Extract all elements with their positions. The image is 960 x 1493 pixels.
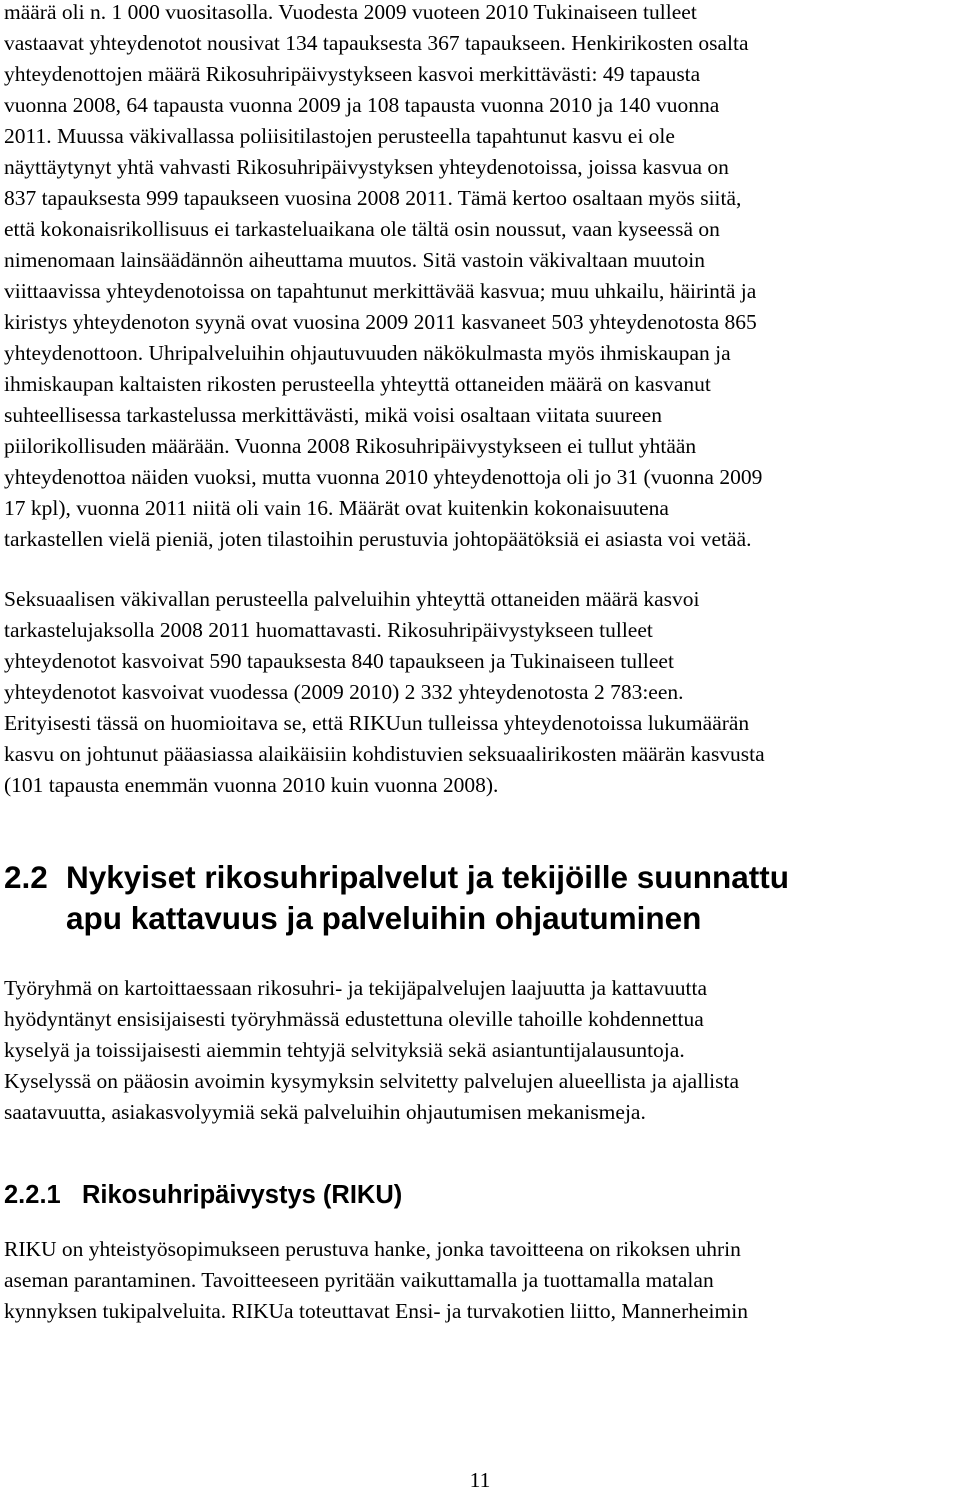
text-line: ihmiskaupan kaltaisten rikosten perusteella yhteyttä ottaneiden määrä on kasvanut	[4, 372, 711, 396]
text-line: kyselyä ja toissijaisesti aiemmin tehtyjä selvityksiä sekä asiantuntijalausuntoja.	[4, 1038, 685, 1062]
section-title-line-2: apu kattavuus ja palveluihin ohjautuminen	[66, 900, 702, 936]
document-page	[4, 0, 956, 1327]
text-line: 837 tapauksesta 999 tapaukseen vuosina 2008 2011. Tämä kertoo osaltaan myös siitä,	[4, 186, 742, 210]
text-line: määrä oli n. 1 000 vuositasolla. Vuodesta 2009 vuoteen 2010 Tukinaiseen tulleet	[4, 0, 697, 24]
paragraph-riku-description	[4, 1234, 956, 1327]
subsection-title: Rikosuhripäivystys (RIKU)	[82, 1181, 403, 1209]
text-line: viittaavissa yhteydenotoissa on tapahtunut merkittävää kasvua; muu uhkailu, häirintä ja	[4, 279, 757, 303]
text-line: yhteydenotot kasvoivat vuodessa (2009 2010) 2 332 yhteydenotosta 2 783:een.	[4, 680, 684, 704]
text-line: nimenomaan lainsäädännön aiheuttama muutos. Sitä vastoin väkivaltaan muutoin	[4, 248, 705, 272]
text-line: yhteydenotot kasvoivat 590 tapauksesta 840 tapaukseen ja Tukinaiseen tulleet	[4, 649, 674, 673]
text-line: kynnyksen tukipalveluita. RIKUa toteuttavat Ensi- ja turvakotien liitto, Mannerheimin	[4, 1299, 748, 1323]
section-title-line-1: Nykyiset rikosuhripalvelut ja tekijöille suunnattu	[66, 859, 789, 895]
text-line: hyödyntänyt ensisijaisesti työryhmässä edustettuna oleville tahoille kohdennettua	[4, 1007, 704, 1031]
subsection-heading-2-2-1	[4, 1178, 956, 1212]
text-line: että kokonaisrikollisuus ei tarkasteluaikana ole tältä osin noussut, vaan kyseessä on	[4, 217, 720, 241]
text-line: RIKU on yhteistyösopimukseen perustuva hanke, jonka tavoitteena on rikoksen uhrin	[4, 1237, 741, 1261]
text-line: (101 tapausta enemmän vuonna 2010 kuin vuonna 2008).	[4, 773, 499, 797]
text-line: kasvu on johtunut pääasiassa alaikäisiin kohdistuvien seksuaalirikosten määrän kasvusta	[4, 742, 765, 766]
paragraph-sexual-violence	[4, 584, 956, 801]
text-line: 2011. Muussa väkivallassa poliisitilastojen perusteella tapahtunut kasvu ei ole	[4, 124, 675, 148]
subsection-number: 2.2.1	[4, 1181, 61, 1209]
text-line: tarkastelujaksolla 2008 2011 huomattavasti. Rikosuhripäivystykseen tulleet	[4, 618, 653, 642]
text-line: yhteydenottojen määrä Rikosuhripäivystykseen kasvoi merkittävästi: 49 tapausta	[4, 62, 701, 86]
text-line: saatavuutta, asiakasvolyymiä sekä palveluihin ohjautumisen mekanismeja.	[4, 1100, 646, 1124]
text-line: vastaavat yhteydenotot nousivat 134 tapauksesta 367 tapaukseen. Henkirikosten osalta	[4, 31, 749, 55]
text-line: yhteydenottoon. Uhripalveluihin ohjautuvuuden näkökulmasta myös ihmiskaupan ja	[4, 341, 731, 365]
text-line: yhteydenottoa näiden vuoksi, mutta vuonna 2010 yhteydenottoja oli jo 31 (vuonna 2009	[4, 465, 763, 489]
text-line: 17 kpl), vuonna 2011 niitä oli vain 16. Määrät ovat kuitenkin kokonaisuutena	[4, 496, 669, 520]
text-line: Kyselyssä on pääosin avoimin kysymyksin selvitetty palvelujen alueellista ja ajallista	[4, 1069, 740, 1093]
text-line: kiristys yhteydenoton syynä ovat vuosina 2009 2011 kasvaneet 503 yhteydenotosta 865	[4, 310, 757, 334]
text-line: Työryhmä on kartoittaessaan rikosuhri- ja tekijäpalvelujen laajuutta ja kattavuutta	[4, 976, 707, 1000]
paragraph-working-group-survey	[4, 973, 956, 1128]
text-line: näyttäytynyt yhtä vahvasti Rikosuhripäivystyksen yhteydenotoissa, joissa kasvua on	[4, 155, 729, 179]
text-line: suhteellisessa tarkastelussa merkittävästi, mikä voisi osaltaan viitata suureen	[4, 403, 662, 427]
paragraph-crime-victim-statistics	[4, 0, 956, 555]
section-heading-2-2	[4, 857, 956, 939]
text-line: piilorikollisuden määrään. Vuonna 2008 Rikosuhripäivystykseen ei tullut yhtään	[4, 434, 697, 458]
text-line: Erityisesti tässä on huomioitava se, että RIKUun tulleissa yhteydenotoissa lukumäärän	[4, 711, 750, 735]
text-line: Seksuaalisen väkivallan perusteella palveluihin yhteyttä ottaneiden määrä kasvoi	[4, 587, 700, 611]
text-line: vuonna 2008, 64 tapausta vuonna 2009 ja 108 tapausta vuonna 2010 ja 140 vuonna	[4, 93, 720, 117]
text-line: tarkastellen vielä pieniä, joten tilastoihin perustuvia johtopäätöksiä ei asiasta voi vetää.	[4, 527, 752, 551]
text-line: aseman parantaminen. Tavoitteeseen pyritään vaikuttamalla ja tuottamalla matalan	[4, 1268, 714, 1292]
page-number: 11	[469, 1468, 491, 1492]
section-number: 2.2	[4, 859, 48, 895]
